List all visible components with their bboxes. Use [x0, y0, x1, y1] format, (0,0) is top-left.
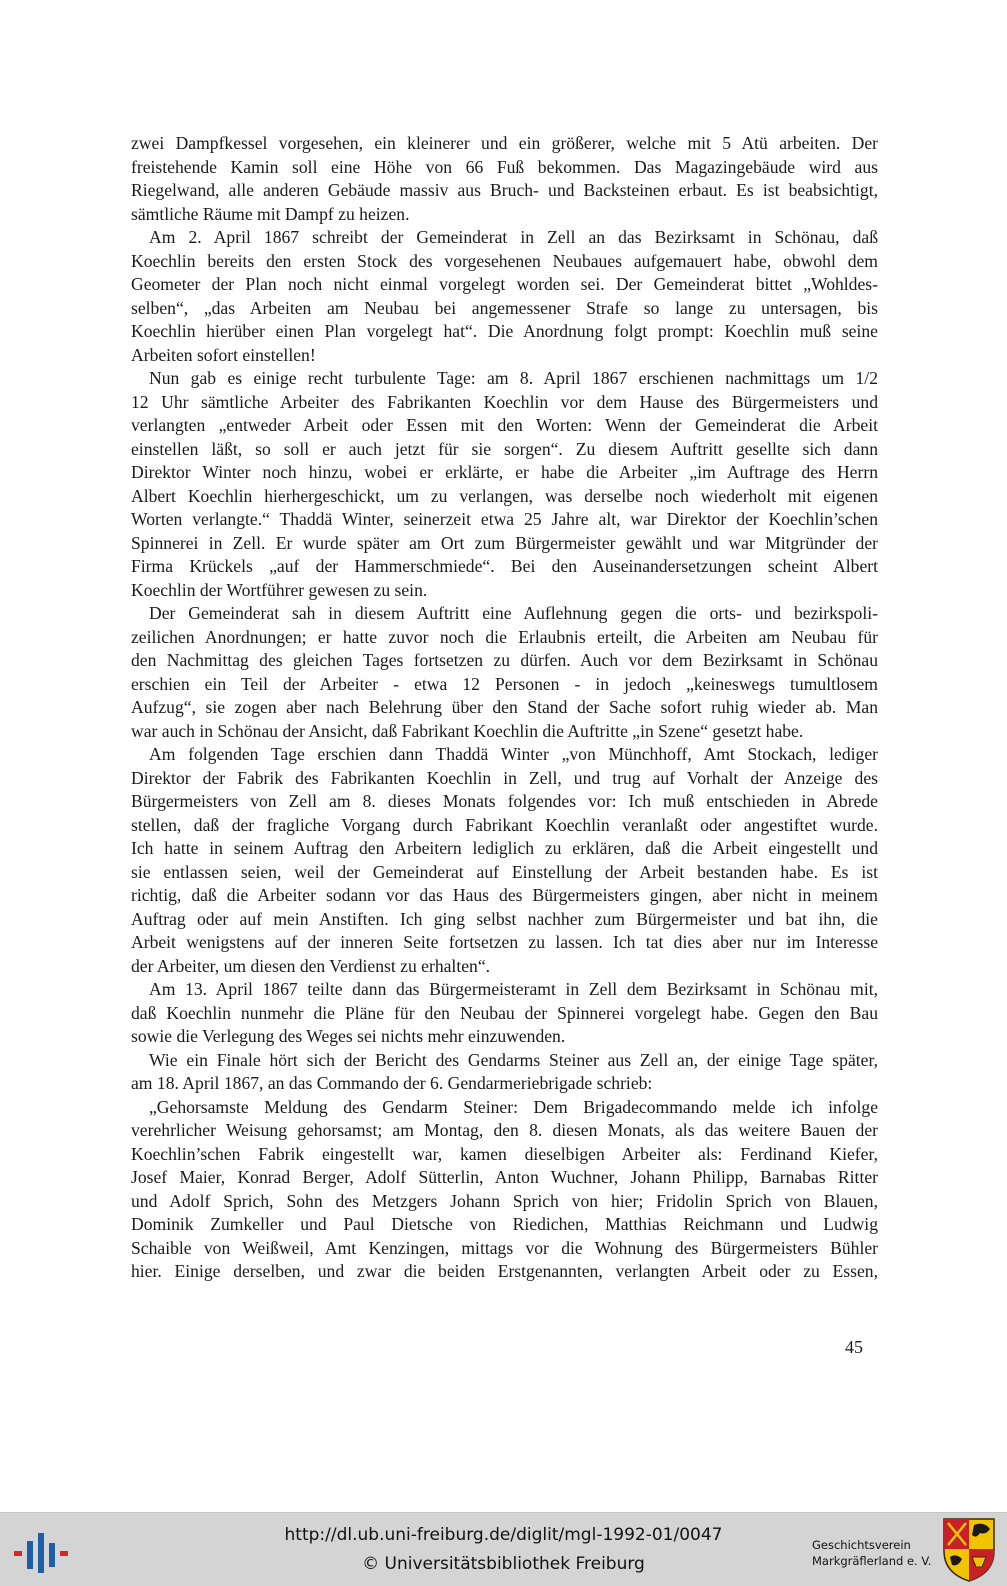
coat-of-arms-icon[interactable]	[942, 1517, 996, 1583]
text-line: Dominik Zumkeller und Paul Dietsche von Riedichen, Matthias Reichmann und Ludwig	[131, 1214, 878, 1234]
text-line: Direktor Winter noch hinzu, wobei er erklärte, er habe die Arbeiter „im Auftrage des Herrn	[131, 462, 878, 482]
text-line: zeilichen Anordnungen; er hatte zuvor noch die Erlaubnis erteilt, die Arbeiten am Neubau für	[131, 626, 878, 647]
text-line: einstellen läßt, so soll er auch jetzt für sie sorgen“. Zu diesem Auftritt gesellte sich dann	[131, 438, 878, 459]
text-line: „Gehorsamste Meldung des Gendarm Steiner: Dem Brigadecommando melde ich infolge	[149, 1096, 878, 1117]
text-line: Bürgermeisters von Zell am 8. dieses Monats folgendes vor: Ich muß entschieden in Abrede	[131, 791, 878, 811]
text-line: Koechlin der Wortführer gewesen zu sein.	[131, 579, 428, 600]
text-line: Der Gemeinderat sah in diesem Auftritt eine Auflehnung gegen die orts- und bezirkspoli-	[149, 603, 878, 623]
text-line: 12 Uhr sämtliche Arbeiter des Fabrikanten Koechlin vor dem Hause des Bürgermeisters und	[131, 391, 878, 412]
text-line: der Arbeiter, um diesen den Verdienst zu erhalten“.	[131, 955, 491, 976]
society-name-line2: Markgräflerland e. V.	[812, 1554, 932, 1568]
text-line: Am 2. April 1867 schreibt der Gemeinderat in Zell an das Bezirksamt in Schönau, daß	[149, 227, 878, 247]
text-line: Ich hatte in seinem Auftrag den Arbeitern lediglich zu erklären, daß die Arbeit eingestellt und	[131, 838, 878, 858]
text-line: Arbeiten sofort einstellen!	[131, 344, 316, 365]
text-line: Albert Koechlin hierhergeschickt, um zu verlangen, was derselbe noch wiederholt mit eigenen	[131, 485, 878, 506]
text-line: verehrlicher Weisung gehorsamst; am Montag, den 8. diesen Monats, als das weitere Bauen der	[131, 1120, 878, 1140]
text-line: Josef Maier, Konrad Berger, Adolf Sütterlin, Anton Wuchner, Johann Philipp, Barnabas Ritter	[131, 1167, 878, 1187]
text-line: Koechlin’schen Fabrik eingestellt war, kamen dieselbigen Arbeiter als: Ferdinand Kiefer,	[131, 1143, 878, 1164]
body-text	[131, 132, 878, 1284]
text-line: verlangten „entweder Arbeit oder Essen mit den Worten: Wenn der Gemeinderat die Arbeit	[131, 415, 878, 435]
text-line: Riegelwand, alle anderen Gebäude massiv aus Bruch- und Backsteinen erbaut. Es ist beabsichtigt,	[131, 180, 878, 200]
society-name-line1: Geschichtsverein	[812, 1538, 911, 1552]
text-line: zwei Dampfkessel vorgesehen, ein kleinerer und ein größerer, welche mit 5 Atü arbeiten. Der	[131, 133, 878, 153]
text-line: Koechlin hierüber einen Plan vorgelegt hat“. Die Anordnung folgt prompt: Koechlin muß seine	[131, 321, 878, 341]
text-line: Geometer der Plan noch nicht einmal vorgelegt worden sei. Der Gemeinderat bittet „Wohldes-	[131, 274, 878, 294]
text-line: Nun gab es einige recht turbulente Tage: am 8. April 1867 erschienen nachmittags um 1/2	[149, 368, 878, 388]
text-line: am 18. April 1867, an das Commando der 6. Gendarmeriebrigade schrieb:	[131, 1073, 653, 1093]
text-line: den Nachmittag des gleichen Tages fortsetzen zu dürfen. Auch vor dem Bezirksamt in Schönau	[131, 650, 878, 670]
society-name[interactable]	[812, 1537, 931, 1569]
text-line: Firma Krückels „auf der Hammerschmiede“. Bei den Auseinandersetzungen scheint Albert	[131, 556, 878, 576]
text-line: sowie die Verlegung des Weges sei nichts mehr einzuwenden.	[131, 1026, 566, 1046]
text-line: Am folgenden Tage erschien dann Thaddä Winter „von Münchhoff, Amt Stockach, lediger	[149, 744, 878, 764]
text-line: Arbeit wenigstens auf der inneren Seite fortsetzen zu lassen. Ich tat dies aber nur im Interesse	[131, 932, 878, 952]
permalink-url[interactable]: http://dl.ub.uni-freiburg.de/diglit/mgl-1992-01/0047	[284, 1525, 723, 1545]
text-line: daß Koechlin nunmehr die Pläne für den Neubau der Spinnerei vorgelegt habe. Gegen den Bau	[131, 1002, 878, 1023]
text-line: freistehende Kamin soll eine Höhe von 66 Fuß bekommen. Das Magazingebäude wird aus	[131, 156, 878, 177]
text-line: und Adolf Sprich, Sohn des Metzgers Johann Sprich von hier; Fridolin Sprich von Blauen,	[131, 1190, 878, 1211]
text-line: selben“, „das Arbeiten am Neubau bei angemessener Strafe so lange zu untersagen, bis	[131, 297, 878, 318]
text-line: erschien ein Teil der Arbeiter - etwa 12 Personen - in jedoch „keineswegs tumultlosem	[131, 673, 878, 694]
text-line: Aufzug“, sie zogen aber nach Belehrung über den Stand der Sache sofort ruhig wieder ab. Man	[131, 697, 878, 717]
text-line: Worten verlangte.“ Thaddä Winter, seinerzeit etwa 25 Jahre alt, war Direktor der Koechlin’schen	[131, 509, 878, 529]
text-line: Wie ein Finale hört sich der Bericht des Gendarms Steiner aus Zell an, der einige Tage später,	[149, 1049, 878, 1070]
page-number: 45	[845, 1337, 863, 1357]
text-line: Auftrag oder auf mein Anstiften. Ich ging selbst nachher zum Bürgermeister und bat ihn, die	[131, 908, 878, 929]
text-line: Koechlin bereits den ersten Stock des vorgesehenen Neubaues aufgemauert habe, obwohl dem	[131, 250, 878, 271]
text-line: Spinnerei in Zell. Er wurde später am Ort zum Bürgermeister gewählt und war Mitgründer der	[131, 532, 878, 553]
text-line: war auch in Schönau der Ansicht, daß Fabrikant Koechlin die Auftritte „in Szene“ gesetzt habe.	[131, 720, 804, 741]
text-line: sie entlassen seien, weil der Gemeinderat auf Einstellung der Arbeit bestanden habe. Es ist	[131, 861, 878, 882]
text-line: sämtliche Räume mit Dampf zu heizen.	[131, 203, 410, 224]
text-line: richtig, daß die Arbeiter sodann vor das Haus des Bürgermeisters gingen, aber nicht in meinem	[131, 885, 878, 905]
footer-bar	[0, 1512, 1007, 1586]
text-line: stellen, daß der fragliche Vorgang durch Fabrikant Koechlin veranlaßt oder angestiftet wurde.	[131, 814, 878, 835]
text-line: Am 13. April 1867 teilte dann das Bürgermeisteramt in Zell dem Bezirksamt in Schönau mit,	[149, 979, 878, 999]
text-line: Schaible von Weißweil, Amt Kenzingen, mittags vor die Wohnung des Bürgermeisters Bühler	[131, 1237, 878, 1258]
text-line: hier. Einige derselben, und zwar die beiden Erstgenannten, verlangten Arbeit oder zu Essen,	[131, 1261, 878, 1281]
copyright-notice: © Universitätsbibliothek Freiburg	[362, 1554, 645, 1574]
text-line: Direktor der Fabrik des Fabrikanten Koechlin in Zell, und trug auf Vorhalt der Anzeige des	[131, 767, 878, 788]
